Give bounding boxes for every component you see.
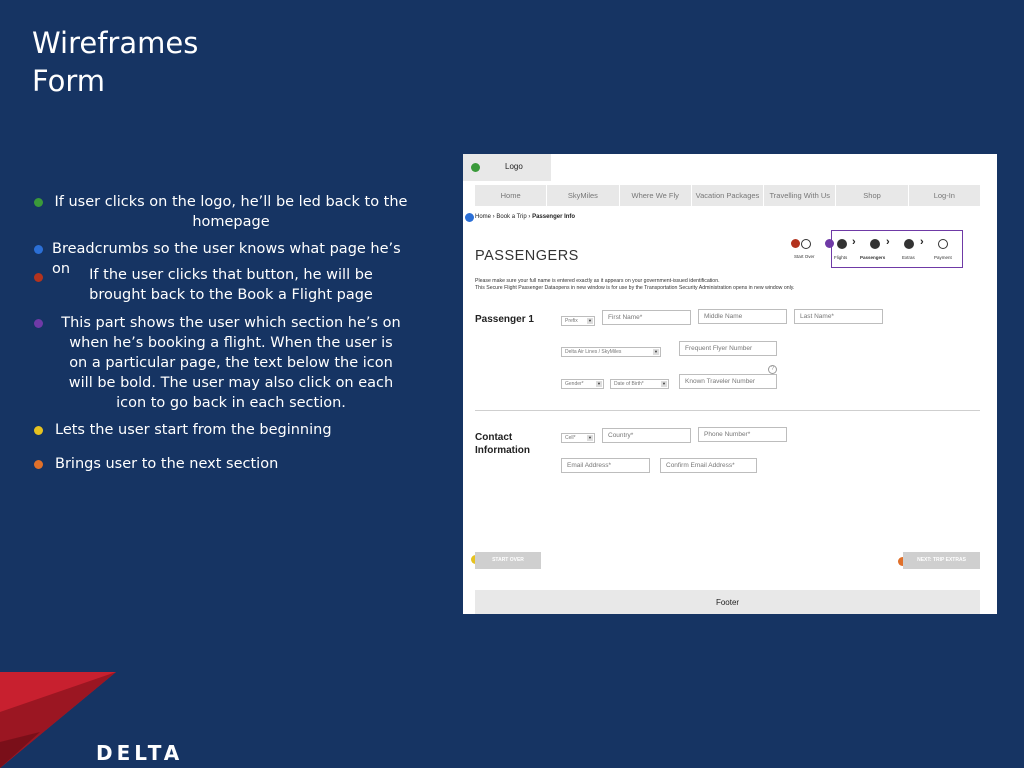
section-divider	[475, 410, 980, 411]
breadcrumb-current: Passenger Info	[532, 214, 576, 220]
nav-skymiles[interactable]: SkyMiles	[547, 185, 619, 206]
page-title: PASSENGERS	[475, 248, 579, 264]
nav-log-in[interactable]: Log-In	[933, 191, 955, 200]
blue-dot-icon	[34, 245, 43, 254]
note-text: Brings user to the next section	[55, 456, 279, 472]
note-text: This part shows the user which section he’s on when he’s booking a flight. When the user is on a particular page, the text below the icon will be bold. The user may also click on each icon to go back in each section.	[61, 315, 401, 411]
start-over-label: Start Over	[794, 254, 815, 259]
info-circle-icon[interactable]	[938, 239, 948, 249]
last-name-field[interactable]: Last Name*	[794, 309, 883, 324]
note-steps	[28, 313, 420, 413]
chevron-down-icon: ▼	[654, 349, 658, 354]
id-disclaimer	[475, 278, 794, 292]
breadcrumb-home[interactable]: Home	[475, 214, 492, 220]
breadcrumb-book-a-trip[interactable]: Book a Trip	[496, 214, 527, 220]
nav-where-we-fly[interactable]: Where We Fly	[620, 185, 692, 206]
first-name-field[interactable]: First Name*	[602, 310, 691, 325]
footer: Footer	[475, 590, 980, 614]
note-start-over-button	[28, 420, 420, 440]
contact-title-line2: Information	[475, 445, 530, 456]
disclaimer-line2: This Secure Flight Passenger Dataopens in new window is for use by the Transportation Security Administration opens in new window only.	[475, 285, 795, 291]
wireframe-mockup	[463, 154, 997, 614]
note-logo	[28, 192, 420, 232]
phone-field[interactable]: Phone Number*	[698, 427, 787, 442]
confirm-email-field[interactable]: Confirm Email Address*	[660, 458, 757, 473]
main-nav	[475, 185, 980, 206]
breadcrumb-separator: ›	[491, 214, 497, 220]
logo-label: Logo	[505, 162, 523, 171]
help-icon[interactable]: ?	[768, 365, 777, 374]
slide-title-line1: Wireframes	[32, 26, 199, 60]
note-start-over-icon	[28, 265, 420, 305]
note-next-button	[28, 454, 420, 474]
chevron-right-icon: ›	[886, 236, 890, 248]
nav-home[interactable]: Home	[475, 185, 547, 206]
start-over-button[interactable]: START OVER	[475, 552, 541, 569]
known-traveler-field[interactable]: Known Traveler Number	[679, 374, 777, 389]
booking-steps	[831, 230, 963, 268]
check-circle-icon[interactable]	[837, 239, 847, 249]
nav-vacation-packages[interactable]: Vacation Packages	[692, 185, 764, 206]
chevron-down-icon: ▼	[662, 381, 666, 386]
step-label-passengers: Passengers	[860, 255, 886, 260]
note-text: Lets the user start from the beginning	[55, 422, 332, 438]
note-text: If the user clicks that button, he will be brought back to the Book a Flight page	[89, 267, 373, 303]
chevron-right-icon: ›	[920, 236, 924, 248]
prefix-select[interactable]: Prefix ▼	[561, 316, 595, 326]
nav-travelling-with-us[interactable]: Travelling With Us	[764, 185, 836, 206]
chevron-down-icon: ▼	[597, 381, 601, 386]
dob-select[interactable]: Date of Birth* ▼	[610, 379, 669, 389]
country-field[interactable]: Country*	[602, 428, 691, 443]
middle-name-field[interactable]: Middle Name	[698, 309, 787, 324]
contact-title-line1: Contact	[475, 432, 513, 443]
passenger-section-title: Passenger 1	[475, 314, 534, 325]
brand-wordmark: DELTA	[96, 741, 184, 765]
orange-dot-icon	[34, 460, 43, 469]
note-text: Breadcrumbs so the user knows what page he’s on	[52, 241, 401, 277]
disclaimer-line1: Please make sure your full name is entered exactly as it appears on your government-issued identification.	[475, 278, 720, 284]
contact-section-title	[475, 431, 530, 457]
chevron-down-icon: ▼	[588, 435, 592, 440]
next-trip-extras-button[interactable]: NEXT: TRIP EXTRAS	[903, 552, 980, 569]
red-marker-icon	[791, 239, 800, 248]
breadcrumb	[475, 214, 575, 220]
yellow-dot-icon	[34, 426, 43, 435]
nav-shop[interactable]: Shop	[836, 185, 908, 206]
breadcrumb-separator: ›	[526, 214, 533, 220]
step-label-flights: Flights	[834, 255, 848, 260]
frequent-flyer-field[interactable]: Frequent Flyer Number	[679, 341, 777, 356]
extras-circle-icon[interactable]	[904, 239, 914, 249]
step-label-payment: Payment	[934, 255, 952, 260]
airline-select[interactable]: Delta Air Lines / SkyMiles ▼	[561, 347, 661, 357]
user-circle-icon[interactable]	[870, 239, 880, 249]
red-dot-icon	[34, 273, 43, 282]
step-label-extras: Extras	[902, 255, 915, 260]
green-marker-icon	[471, 163, 480, 172]
email-field[interactable]: Email Address*	[561, 458, 650, 473]
slide-title	[32, 24, 198, 100]
slide-title-line2: Form	[32, 64, 106, 98]
green-dot-icon	[34, 198, 43, 207]
chevron-down-icon: ▼	[588, 318, 592, 323]
blue-marker-icon	[465, 213, 474, 222]
start-over-icon[interactable]	[801, 239, 811, 249]
purple-dot-icon	[34, 319, 43, 328]
chevron-right-icon: ›	[852, 236, 856, 248]
cell-select[interactable]: Cell* ▼	[561, 433, 595, 443]
note-text: If user clicks on the logo, he’ll be led back to the homepage	[54, 194, 408, 230]
gender-select[interactable]: Gender* ▼	[561, 379, 604, 389]
